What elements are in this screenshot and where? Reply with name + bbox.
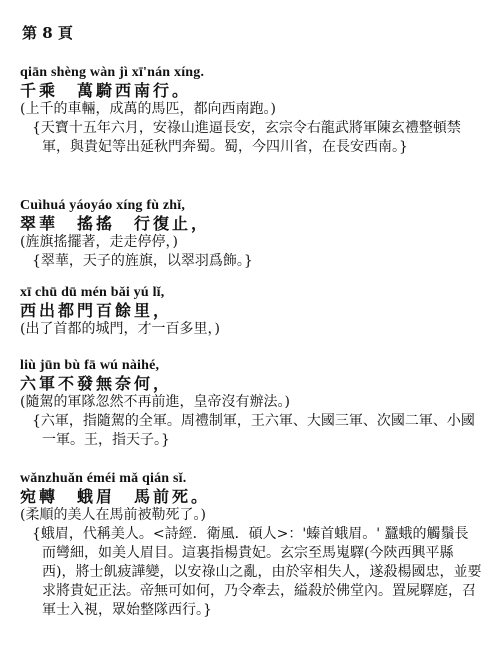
pinyin-line: qiān shèng wàn jì xī'nán xíng. [20, 65, 205, 80]
stanza-1 [20, 64, 482, 157]
annotation-note: {蛾眉，代稱美人。<詩經．衛風．碩人>：'螓首蛾眉。' 蠶蛾的觸鬚長而彎細，如美人眉目。這裏指楊貴妃。玄宗至馬嵬驛(今陝西興平縣西)，將士飢疲譁變，以安祿山之亂，由於宰相失人，遂殺楊國忠，並要求將貴妃正法。帝無可如何，乃令牽去，縊殺於佛堂內。置屍驛庭，召軍士入視，眾始整隊西行。} [32, 526, 482, 618]
annotation-note: {六軍，指隨駕的全軍。周禮制軍，王六軍、大國三軍、次國二軍、小國一軍。王，指天子。} [32, 413, 475, 448]
verse-line: 六軍不發無奈何， [20, 374, 173, 393]
pinyin-line: xī chū dū mén bǎi yú lǐ, [20, 285, 165, 300]
gloss-line: (旌旗搖擺著，走走停停，) [20, 234, 178, 250]
stanza-2 [20, 197, 482, 271]
verse-line: 宛轉 蛾眉 馬前死。 [20, 487, 211, 506]
pinyin-line: Cuìhuá yáoyáo xíng fù zhǐ, [20, 198, 186, 213]
verse-line: 西出都門百餘里， [20, 301, 173, 320]
gloss-line: (柔順的美人在馬前被勒死了。) [20, 507, 206, 523]
stanza-3 [20, 284, 482, 339]
annotation-note: {翠華，天子的旌旗，以翠羽爲飾。} [32, 253, 253, 269]
verse-line: 翠華 搖搖 行復止， [20, 214, 211, 233]
stanza-5 [20, 470, 482, 620]
annotation-note: {天寶十五年六月，安祿山進逼長安，玄宗令右龍武將軍陳玄禮整頓禁軍，與貴妃等出延秋門奔蜀。蜀，今四川省，在長安西南。} [32, 120, 461, 155]
page-number: 第 8 頁 [22, 24, 73, 42]
gloss-line: (隨駕的軍隊忽然不再前進，皇帝沒有辦法。) [20, 394, 290, 410]
stanza-4 [20, 357, 482, 450]
verse-line: 千乘 萬騎西南行。 [20, 81, 192, 100]
gloss-line: (出了首都的城門，才一百多里，) [20, 321, 220, 337]
pinyin-line: wǎnzhuǎn éméi mǎ qián sǐ. [20, 471, 187, 486]
pinyin-line: liù jūn bù fā wú nàihé, [20, 358, 160, 373]
gloss-line: (上千的車輛，成萬的馬匹，都向西南跑。) [20, 101, 276, 117]
